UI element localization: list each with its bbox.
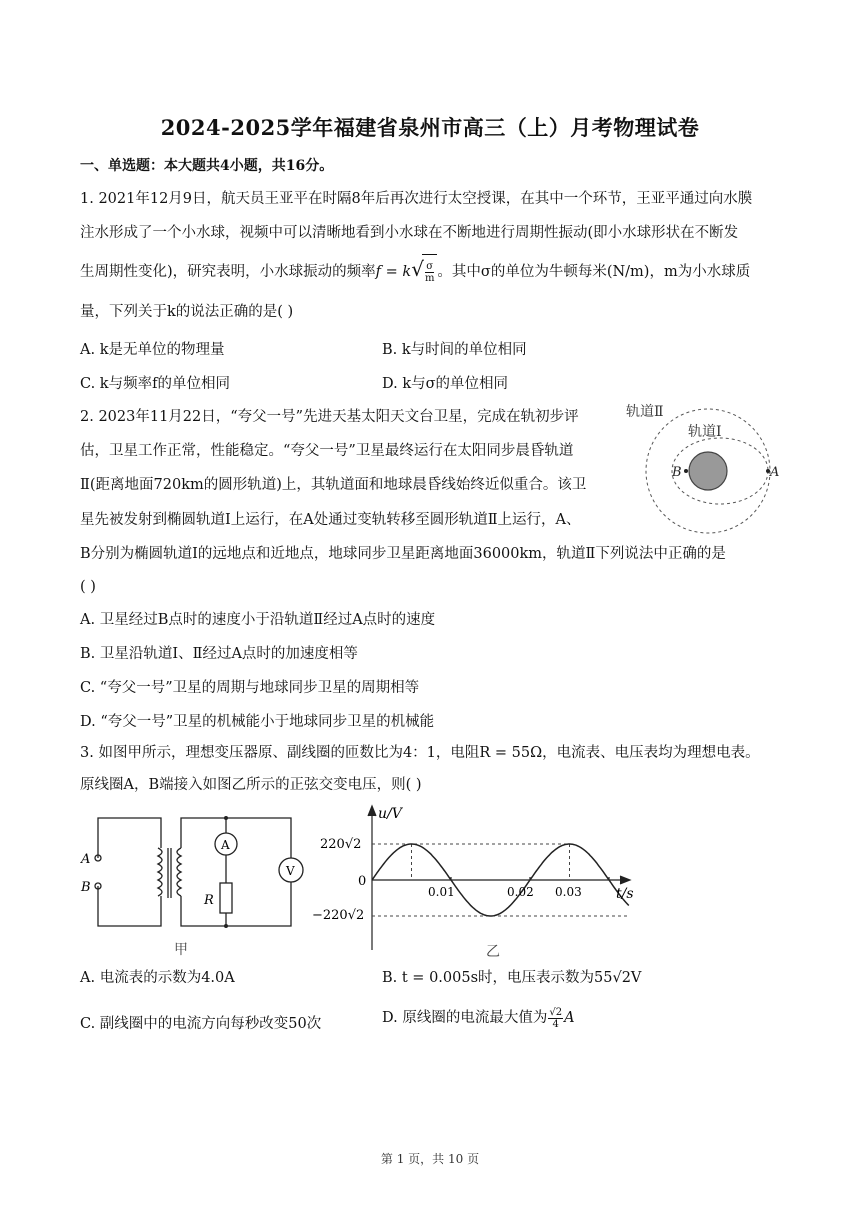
q1-line-1: 1. 2021年12月9日，航天员王亚平在时隔8年后再次进行太空授课，在其中一个环节，王亚平通过向水膜 — [80, 191, 753, 207]
q1-line-2: 注水形成了一个小水球，视频中可以清晰地看到小水球在不断地进行周期性振动(即小水球形状在不断发 — [80, 225, 739, 241]
orbit-1-label: 轨道Ⅰ — [688, 424, 722, 440]
q1-option-a[interactable]: A. k是无单位的物理量 — [80, 342, 225, 358]
q3-option-d[interactable] — [382, 1006, 575, 1030]
q2-option-b[interactable]: B. 卫星沿轨道Ⅰ、Ⅱ经过A点时的加速度相等 — [80, 646, 358, 662]
terminal-b-label: B — [81, 880, 91, 895]
resistor-label: R — [204, 893, 214, 908]
orbit-diagram — [620, 396, 790, 536]
q2-line-6: ( ) — [80, 579, 96, 595]
q3-option-c[interactable]: C. 副线圈中的电流方向每秒改变50次 — [80, 1016, 322, 1032]
q3-option-b[interactable]: B. t = 0.005s时，电压表示数为55√2V — [382, 970, 642, 986]
x-axis-label: t/s — [616, 886, 634, 902]
x-tick-1: 0.01 — [428, 885, 455, 899]
q1-line-3b: 。其中σ的单位为牛顿每米(N/m)，m为小水球质 — [437, 264, 751, 280]
q1-line-3a: 生周期性变化)，研究表明，小水球振动的频率 — [80, 264, 376, 280]
point-b-dot — [684, 469, 688, 473]
sqrt-symbol: √ — [411, 257, 424, 281]
x-tick-3: 0.03 — [555, 885, 582, 899]
figure-caption-jia: 甲 — [174, 942, 188, 958]
earth — [689, 452, 727, 490]
q1-option-c[interactable]: C. k与频率f的单位相同 — [80, 376, 230, 392]
q3-option-d-fraction: $\frac{√2}{4}$ — [549, 1006, 563, 1030]
ammeter-label: A — [221, 838, 230, 852]
point-b-label: B — [672, 465, 682, 480]
q3-line-1: 3. 如图甲所示，理想变压器原、副线圈的匝数比为4：1，电阻R = 55Ω，电流表、电压表均为理想电表。 — [80, 745, 760, 761]
point-a-label: A — [770, 465, 780, 480]
q2-line-1: 2. 2023年11月22日，“夸父一号”先进天基太阳天文台卫星，完成在轨初步评 — [80, 409, 579, 425]
q1-option-d[interactable]: D. k与σ的单位相同 — [382, 376, 509, 392]
transformer-circuit — [76, 808, 306, 960]
x-tick-2: 0.02 — [507, 885, 534, 899]
section-heading: 一、单选题：本大题共4小题，共16分。 — [80, 158, 334, 174]
q2-line-4: 星先被发射到椭圆轨道Ⅰ上运行，在A处通过变轨转移至圆形轨道Ⅱ上运行，A、 — [80, 512, 581, 528]
page-footer: 第 1 页，共 10 页 — [380, 1152, 480, 1166]
q1-fraction: $\frac{\sigma}{m}$ — [424, 260, 435, 284]
orbit-2-label: 轨道Ⅱ — [626, 404, 664, 420]
q3-option-d-unit: A — [564, 1010, 575, 1026]
q3-option-d-prefix: D. 原线圈的电流最大值为 — [382, 1010, 548, 1026]
q1-option-b[interactable]: B. k与时间的单位相同 — [382, 342, 527, 358]
page-title: 2024-2025学年福建省泉州市高三（上）月考物理试卷 — [160, 115, 700, 140]
terminal-a-label: A — [81, 852, 91, 867]
q1-formula: f = k — [375, 264, 412, 280]
q2-line-3: Ⅱ(距离地面720km的圆形轨道)上，其轨道面和地球晨昏线始终近似重合。该卫 — [80, 477, 587, 493]
q2-option-a[interactable]: A. 卫星经过B点时的速度小于沿轨道Ⅱ经过A点时的速度 — [80, 612, 436, 628]
q2-line-2: 估，卫星工作正常，性能稳定。“夸父一号”卫星最终运行在太阳同步晨昏轨道 — [80, 443, 574, 459]
q1-line-3 — [80, 252, 780, 289]
voltage-sine-chart — [306, 800, 646, 962]
voltmeter-label: V — [286, 864, 295, 878]
q2-option-c[interactable]: C. “夸父一号”卫星的周期与地球同步卫星的周期相等 — [80, 680, 420, 696]
q1-line-4: 量，下列关于k的说法正确的是( ) — [80, 304, 294, 320]
y-max-label: 220√2 — [320, 837, 362, 852]
q2-line-5: B分别为椭圆轨道Ⅰ的远地点和近地点，地球同步卫星距离地面36000km，轨道Ⅱ下列说法中正确的是 — [80, 546, 726, 562]
figure-caption-yi: 乙 — [486, 944, 500, 960]
y-min-label: −220√2 — [312, 908, 365, 923]
y-axis-label: u/V — [378, 806, 402, 822]
q3-line-2: 原线圈A，B端接入如图乙所示的正弦交变电压，则( ) — [80, 777, 422, 793]
q2-option-d[interactable]: D. “夸父一号”卫星的机械能小于地球同步卫星的机械能 — [80, 714, 435, 730]
origin-label: 0 — [358, 874, 367, 889]
q3-option-a[interactable]: A. 电流表的示数为4.0A — [80, 970, 235, 986]
